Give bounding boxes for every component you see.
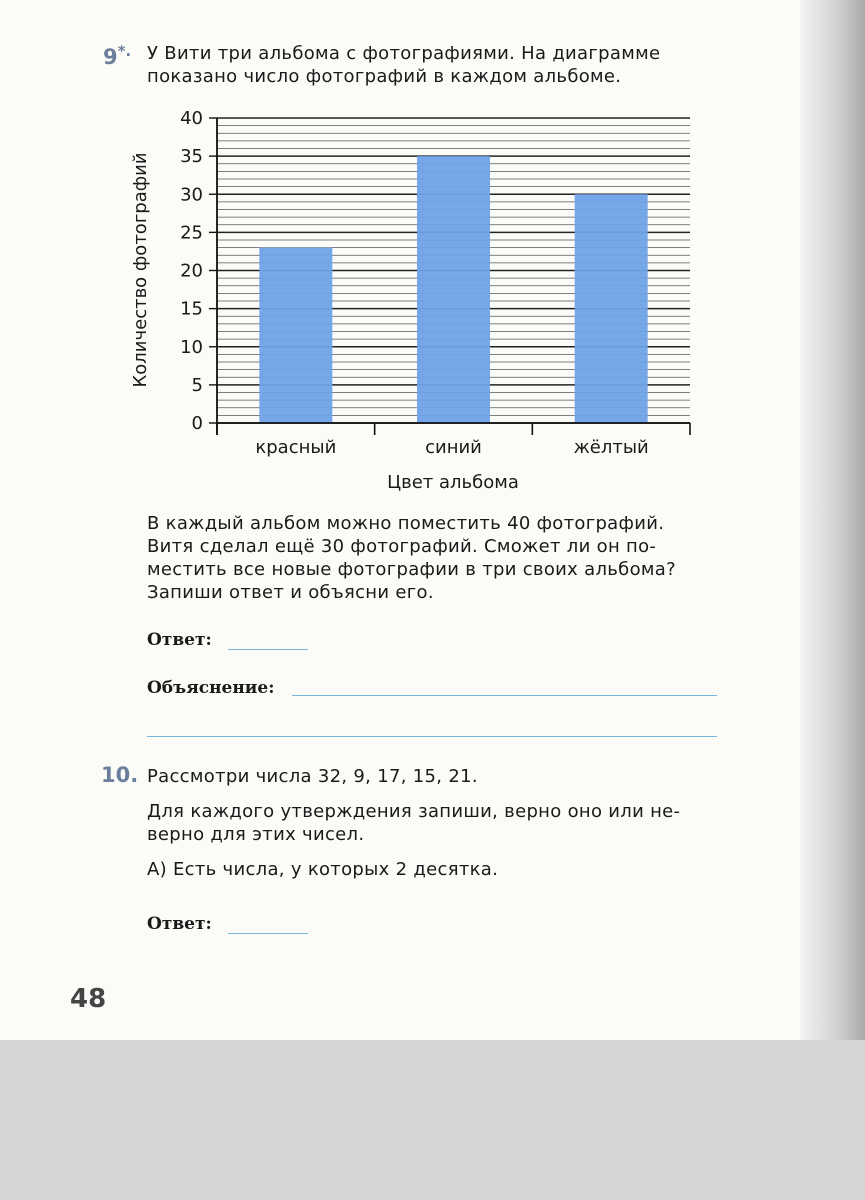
y-tick-label: 30 [180,184,203,206]
task-10-answer-line[interactable] [228,933,308,934]
y-tick-label: 20 [180,260,203,282]
bar-красный [259,248,332,423]
task-10-text [147,765,717,881]
task-9-answer-line[interactable] [228,649,308,650]
y-tick-label: 40 [180,108,203,129]
intro-line-1: У Вити три альбома с фотографиями. На диаграмме [147,43,661,64]
bar-синий [417,156,490,423]
y-tick-label: 0 [191,413,203,434]
photo-albums-bar-chart [0,0,865,520]
body-line-3: местить все новые фотографии в три своих альбома? [147,559,676,580]
x-tick-label: синий [425,437,482,458]
x-tick-label: жёлтый [573,437,649,458]
task-9-explanation-label: Объяснение: [147,678,275,698]
y-tick-label: 35 [180,146,203,168]
task-9-answer-label: Ответ: [147,630,212,650]
body-line-4: Запиши ответ и объясни его. [147,582,434,603]
page-number: 48 [70,984,107,1014]
task-star: *. [117,42,132,60]
bar-жёлтый [575,194,648,423]
y-tick-label: 10 [180,336,203,358]
x-tick-label: красный [255,437,337,458]
x-axis-label: Цвет альбома [387,472,519,493]
task-10-number: 10. [101,763,139,787]
y-tick-label: 15 [180,298,203,320]
y-axis-label: Количество фотографий [130,152,151,388]
body-line-2: Витя сделал ещё 30 фотографий. Сможет ли он по- [147,536,657,557]
task-number: 9 [103,45,118,69]
task-10-item-a: А) Есть числа, у которых 2 десятка. [147,859,499,880]
scanner-background [0,1040,865,1200]
explanation-line-2[interactable] [147,736,717,737]
task-10-line-1: Рассмотри числа 32, 9, 17, 15, 21. [147,766,478,787]
y-tick-label: 25 [180,222,203,244]
task-10-line-2: Для каждого утверждения запиши, верно оно или не- [147,801,681,822]
intro-line-2: показано число фотографий в каждом альбоме. [147,66,622,87]
y-tick-label: 5 [191,374,203,396]
task-9-body [147,512,717,604]
task-10-line-3: верно для этих чисел. [147,824,365,845]
chart-bars [259,156,647,423]
body-line-1: В каждый альбом можно поместить 40 фотографий. [147,513,665,534]
explanation-line-1[interactable] [292,695,717,696]
task-10-answer-label: Ответ: [147,914,212,934]
